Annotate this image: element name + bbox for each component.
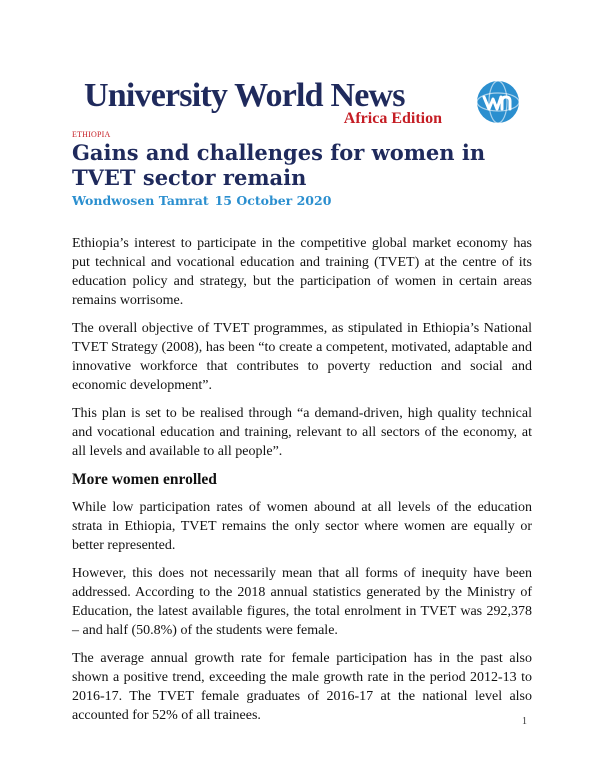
paragraph: While low participation rates of women abound at all levels of the education strata in Ethiopia, TVET remains the only sector where women are equally or better represented. <box>72 500 532 553</box>
paragraph: The overall objective of TVET programmes, as stipulated in Ethiopia’s National TVET Strategy (2008), has been “to create a competent, motivated, adaptable and innovative workforce that contributes to poverty reduction and social and economic development”. <box>72 321 532 393</box>
paragraph: The average annual growth rate for female participation has in the past also shown a positive trend, exceeding the male growth rate in the period 2012-13 to 2016-17. The TVET female graduates of 2016-17 at the national level also accounted for 52% of all trainees. <box>72 651 532 723</box>
article-headline: Gains and challenges for women in TVET sector remain <box>72 140 486 190</box>
paragraph: Ethiopia’s interest to participate in the competitive global market economy has put technical and vocational education and training (TVET) at the centre of its education policy and strategy, but the participation of women in certain areas remains worrisome. <box>72 236 532 308</box>
masthead <box>84 78 524 130</box>
masthead-edition: Africa Edition <box>343 110 442 127</box>
uwn-globe-icon <box>476 80 520 124</box>
section-tag: ETHIOPIA <box>72 130 111 139</box>
byline <box>72 193 331 208</box>
subheading: More women enrolled <box>72 471 217 488</box>
paragraph: This plan is set to be realised through “a demand-driven, high quality technical and vocational education and training, relevant to all sectors of the economy, at all levels and available to all people”. <box>72 406 532 459</box>
paragraph: However, this does not necessarily mean that all forms of inequity have been addressed. According to the 2018 annual statistics generated by the Ministry of Education, the latest available figures, the total enrolment in TVET was 292,378 – and half (50.8%) of the students were female. <box>72 566 532 638</box>
masthead-title: University World News <box>84 77 405 114</box>
page-number: 1 <box>522 716 527 727</box>
publish-date: 15 October 2020 <box>214 193 332 208</box>
article-body <box>72 234 532 734</box>
author-name: Wondwosen Tamrat <box>72 193 209 208</box>
